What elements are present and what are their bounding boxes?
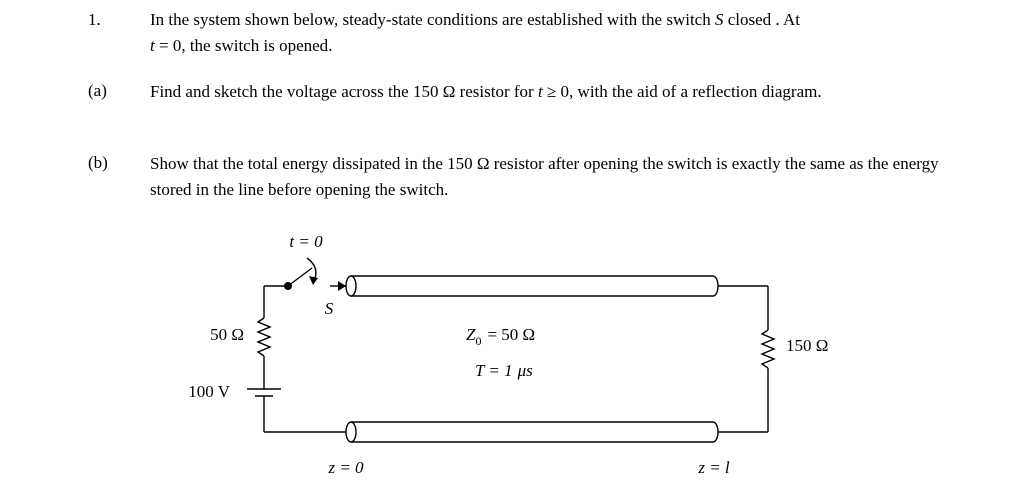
load-resistor-zigzag [762,330,774,368]
impedance-label [466,325,535,348]
z-end-label: z = l [698,458,730,477]
impedance-value: = 50 Ω [487,325,536,344]
line-left-end [346,276,356,296]
impedance-symbol: Z [466,325,476,344]
part-b-text: Show that the total energy dissipated in the 150 Ω resistor after opening the switch is exactly the same as the energy stored in the line before opening the switch. [150,154,939,199]
time-variable: t [150,36,155,55]
switch-time-label: t = 0 [289,232,323,251]
intro-line1-end: closed . At [727,10,800,29]
part-a-condition: ≥ 0 [546,82,570,101]
part-a-post: , with the aid of a reflection diagram. [569,82,822,101]
problem-number: 1. [88,10,101,29]
time-zero: = 0 [158,36,182,55]
delay-value: T = 1 [475,361,513,380]
switch-symbol: S [714,10,724,29]
switch-label: S [324,299,334,318]
source-resistor-label: 50 Ω [210,325,244,344]
return-right-end [713,422,718,442]
source-voltage-label: 100 V [188,382,230,401]
load-resistor-label: 150 Ω [786,336,829,355]
impedance-subscript: 0 [475,334,482,348]
switch-arrowhead [309,276,318,285]
part-a-time-variable: t [537,82,543,101]
part-a-pre: Find and sketch the voltage across the 150 Ω resistor for [150,82,534,101]
part-b-label: (b) [88,153,108,172]
switch-pivot-dot [284,282,292,290]
source-resistor-zigzag [258,318,270,356]
delay-unit: μs [517,361,533,380]
delay-label [475,361,533,380]
part-a-label: (a) [88,81,107,100]
z-start-label: z = 0 [328,458,364,477]
return-left-end [346,422,356,442]
switch-contact-arrow [338,281,346,291]
intro-line2: , the switch is opened. [181,36,333,55]
switch-arm [288,268,312,286]
line-right-end [713,276,718,296]
intro-line1: In the system shown below, steady-state conditions are established with the switch [150,10,711,29]
